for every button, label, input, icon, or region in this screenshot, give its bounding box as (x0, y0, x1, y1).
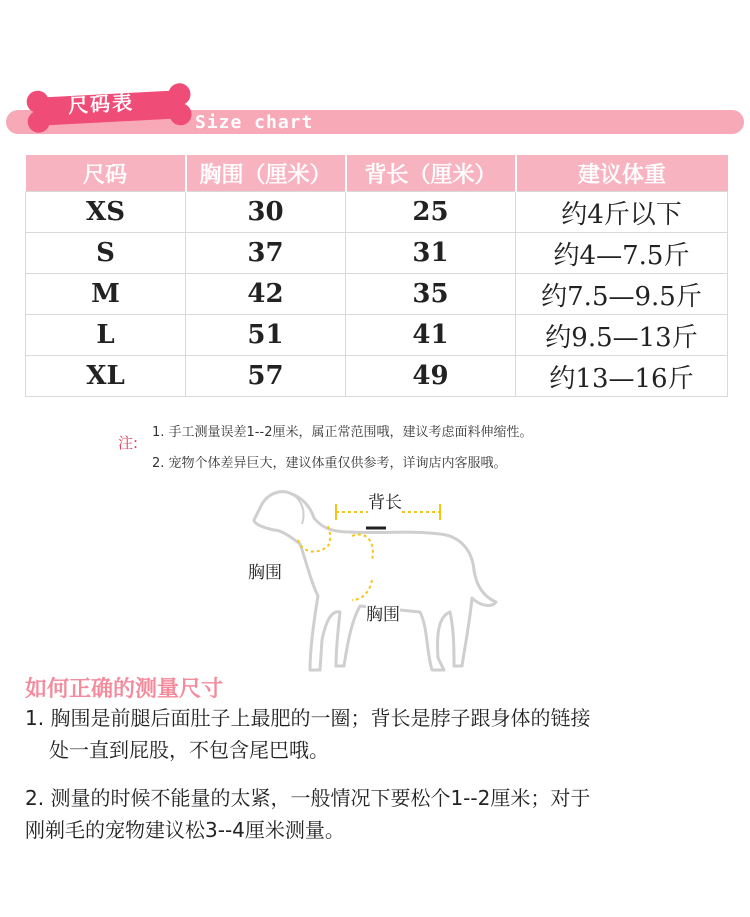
cell-weight: 约4—7.5斤 (516, 233, 728, 274)
cell-back: 35 (346, 274, 516, 315)
cell-back: 49 (346, 356, 516, 397)
chest-label-left: 胸围 (248, 558, 282, 583)
cell-weight: 约13—16斤 (516, 356, 728, 397)
cell-size: XL (26, 356, 186, 397)
table-row (26, 192, 728, 233)
table-row (26, 315, 728, 356)
table-row (26, 233, 728, 274)
instruction-2 (25, 782, 740, 846)
cell-chest: 30 (186, 192, 346, 233)
instruction-2-line-2: 刚剃毛的宠物建议松3--4厘米测量。 (25, 818, 345, 842)
cell-weight: 约9.5—13斤 (516, 315, 728, 356)
instruction-1 (25, 702, 740, 766)
cell-chest: 57 (186, 356, 346, 397)
cell-size: L (26, 315, 186, 356)
how-to-title: 如何正确的测量尺寸 (25, 677, 224, 702)
back-length-label: 背长 (368, 488, 402, 513)
note-label: 注: (118, 434, 139, 452)
table-row (26, 274, 728, 315)
col-header-chest: 胸围（厘米） (186, 155, 346, 192)
page-title-cn: 尺码表 (67, 90, 135, 118)
instruction-2-line-1: 2. 测量的时候不能量的太紧，一般情况下要松个1--2厘米；对于 (25, 786, 591, 810)
col-header-weight: 建议体重 (516, 155, 728, 192)
cell-size: S (26, 233, 186, 274)
cell-weight: 约7.5—9.5斤 (516, 274, 728, 315)
page-title-en: Size chart (195, 112, 314, 133)
table-row (26, 356, 728, 397)
cell-back: 25 (346, 192, 516, 233)
chest-label-right: 胸围 (366, 600, 400, 625)
cell-chest: 51 (186, 315, 346, 356)
note-item-2: 2. 宠物个体差异巨大，建议体重仅供参考，详询店内客服哦。 (152, 456, 507, 471)
size-table (25, 155, 728, 397)
cell-back: 41 (346, 315, 516, 356)
dog-measurement-diagram (240, 480, 510, 685)
cell-size: M (26, 274, 186, 315)
cell-weight: 约4斤以下 (516, 192, 728, 233)
col-header-size: 尺码 (26, 155, 186, 192)
col-header-back: 背长（厘米） (346, 155, 516, 192)
instruction-1-line-2: 处一直到屁股，不包含尾巴哦。 (49, 738, 329, 762)
cell-size: XS (26, 192, 186, 233)
cell-chest: 37 (186, 233, 346, 274)
table-header-row (26, 155, 728, 192)
instruction-1-line-1: 1. 胸围是前腿后面肚子上最肥的一圈；背长是脖子跟身体的链接 (25, 706, 591, 730)
cell-chest: 42 (186, 274, 346, 315)
cell-back: 31 (346, 233, 516, 274)
note-item-1: 1. 手工测量误差1--2厘米，属正常范围哦，建议考虑面料伸缩性。 (152, 425, 533, 440)
